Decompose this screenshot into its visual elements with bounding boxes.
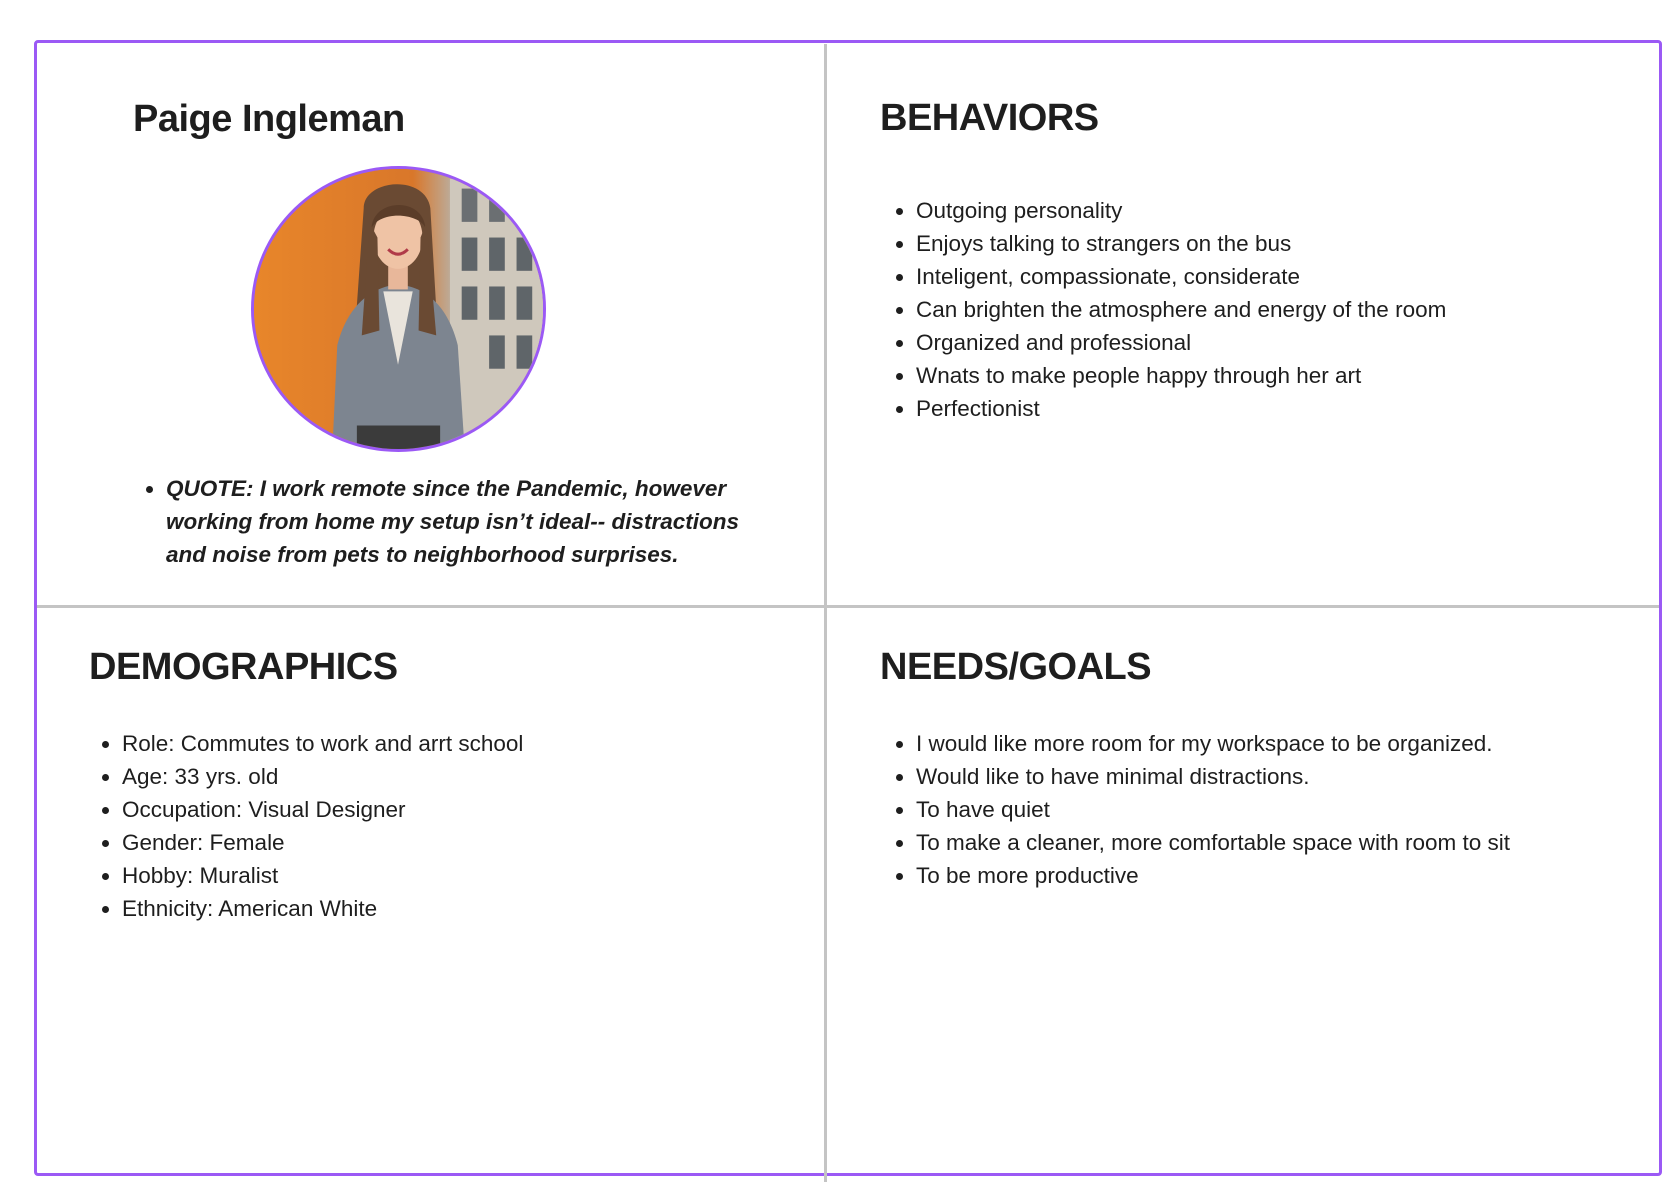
list-item: • Organized and professional xyxy=(916,326,1446,359)
behaviors-list xyxy=(883,194,1446,425)
persona-name: Paige Ingleman xyxy=(133,98,405,140)
list-item: • To have quiet xyxy=(916,793,1510,826)
demographics-heading: DEMOGRAPHICS xyxy=(89,646,398,688)
list-item: • Gender: Female xyxy=(122,826,523,859)
list-item: • Age: 33 yrs. old xyxy=(122,760,523,793)
quote-text: • QUOTE: I work remote since the Pandemic, however working from home my setup isn’t ideal-- distractions and noise from pets to neighborhood surprises. xyxy=(166,472,756,571)
persona-avatar xyxy=(251,166,546,452)
list-item: • Occupation: Visual Designer xyxy=(122,793,523,826)
list-item: • Inteligent, compassionate, considerate xyxy=(916,260,1446,293)
list-item: • To make a cleaner, more comfortable space with room to sit xyxy=(916,826,1510,859)
list-item: • Wnats to make people happy through her art xyxy=(916,359,1446,392)
needs-goals-list xyxy=(883,727,1510,892)
list-item: • Perfectionist xyxy=(916,392,1446,425)
needs-goals-heading: NEEDS/GOALS xyxy=(880,646,1152,688)
list-item: • Enjoys talking to strangers on the bus xyxy=(916,227,1446,260)
behaviors-heading: BEHAVIORS xyxy=(880,97,1099,139)
list-item: • Hobby: Muralist xyxy=(122,859,523,892)
horizontal-divider xyxy=(37,605,1659,608)
list-item: • To be more productive xyxy=(916,859,1510,892)
list-item: • I would like more room for my workspace to be organized. xyxy=(916,727,1510,760)
persona-quote xyxy=(143,472,756,571)
list-item: • Role: Commutes to work and arrt school xyxy=(122,727,523,760)
list-item: • Outgoing personality xyxy=(916,194,1446,227)
demographics-list xyxy=(89,727,523,925)
list-item: • Would like to have minimal distractions. xyxy=(916,760,1510,793)
list-item: • Can brighten the atmosphere and energy of the room xyxy=(916,293,1446,326)
list-item: • Ethnicity: American White xyxy=(122,892,523,925)
vertical-divider xyxy=(824,44,827,1182)
avatar-photo xyxy=(254,169,543,449)
